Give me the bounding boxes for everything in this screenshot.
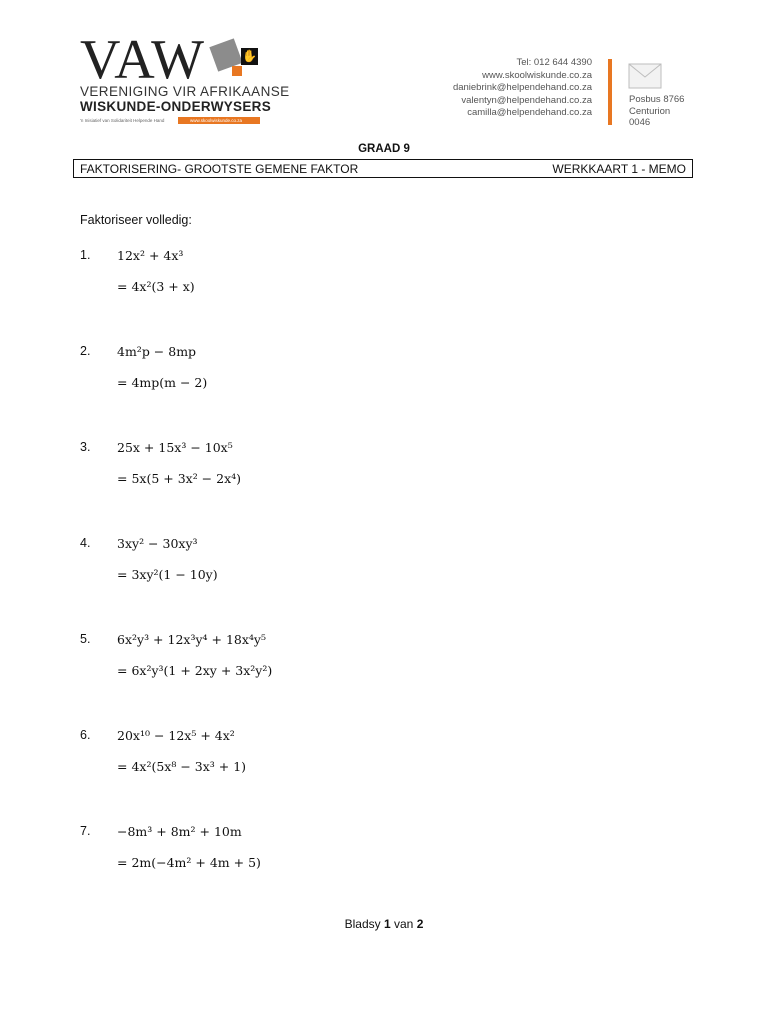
footer-page-total: 2: [416, 917, 424, 931]
orange-divider: [608, 59, 612, 125]
footer-mid: van: [394, 917, 414, 931]
envelope-icon: [628, 63, 662, 89]
grade-heading: GRAAD 9: [358, 143, 410, 155]
logo-website: www.skoolwiskunde.co.za: [190, 118, 243, 123]
contact-email-camilla[interactable]: camilla@helpendehand.co.za: [467, 107, 592, 118]
problem-question: 20x¹⁰ − 12x⁵ + 4x²: [117, 728, 235, 743]
org-name-line1: VERENIGING VIR AFRIKAANSE: [80, 84, 290, 99]
postal-line: Centurion: [629, 105, 671, 117]
problem-answer: = 4x²(3 + x): [117, 279, 195, 294]
problem-number: 2.: [80, 344, 91, 358]
problem-answer: = 6x²y³(1 + 2xy + 3x²y²): [117, 663, 273, 678]
problem-number: 1.: [80, 248, 91, 262]
problem-number: 3.: [80, 440, 91, 454]
page-footer: [0, 917, 768, 931]
problem-answer: = 2m(−4m² + 4m + 5): [117, 855, 261, 870]
worksheet-topic: FAKTORISERING- GROOTSTE GEMENE FAKTOR: [80, 162, 359, 176]
logo-orange-square: [232, 66, 242, 76]
problem-question: 3xy² − 30xy³: [117, 536, 198, 551]
problem-number: 5.: [80, 632, 91, 646]
worksheet-label: WERKKAART 1 - MEMO: [552, 162, 686, 176]
footer-page-number: 1: [383, 917, 391, 931]
org-name-line2: WISKUNDE-ONDERWYSERS: [80, 99, 272, 114]
contact-phone: Tel: 012 644 4390: [516, 57, 592, 68]
problem-number: 6.: [80, 728, 91, 742]
problem-question: −8m³ + 8m² + 10m: [117, 824, 242, 839]
problem-question: 12x² + 4x³: [117, 248, 184, 263]
postal-line: Posbus 8766: [629, 94, 685, 105]
problem-number: 4.: [80, 536, 91, 550]
instruction: Faktoriseer volledig:: [80, 213, 192, 227]
problem-answer: = 3xy²(1 − 10y): [117, 567, 218, 582]
contact-email-danie[interactable]: daniebrink@helpendehand.co.za: [452, 82, 592, 93]
footer-prefix: Bladsy: [344, 917, 381, 931]
problem-question: 4m²p − 8mp: [117, 344, 197, 359]
logo-text: VAW: [80, 29, 206, 91]
problem-question: 6x²y³ + 12x³y⁴ + 18x⁴y⁵: [117, 632, 267, 647]
problem-answer: = 4mp(m − 2): [117, 375, 208, 390]
logo-tagline: 'n Inisiatief van Solidariteit Helpende Hand: [80, 117, 178, 124]
hand-icon: ✋: [242, 49, 257, 63]
problem-answer: = 4x²(5x⁸ − 3x³ + 1): [117, 759, 247, 774]
problem-number: 7.: [80, 824, 91, 838]
problem-question: 25x + 15x³ − 10x⁵: [117, 440, 233, 455]
postal-line: 0046: [629, 117, 651, 128]
contact-email-valentyn[interactable]: valentyn@helpendehand.co.za: [461, 94, 592, 106]
contact-block: [453, 57, 592, 120]
problem-answer: = 5x(5 + 3x² − 2x⁴): [117, 471, 242, 486]
contact-website[interactable]: www.skoolwiskunde.co.za: [482, 69, 592, 81]
postal-address: [629, 94, 684, 129]
